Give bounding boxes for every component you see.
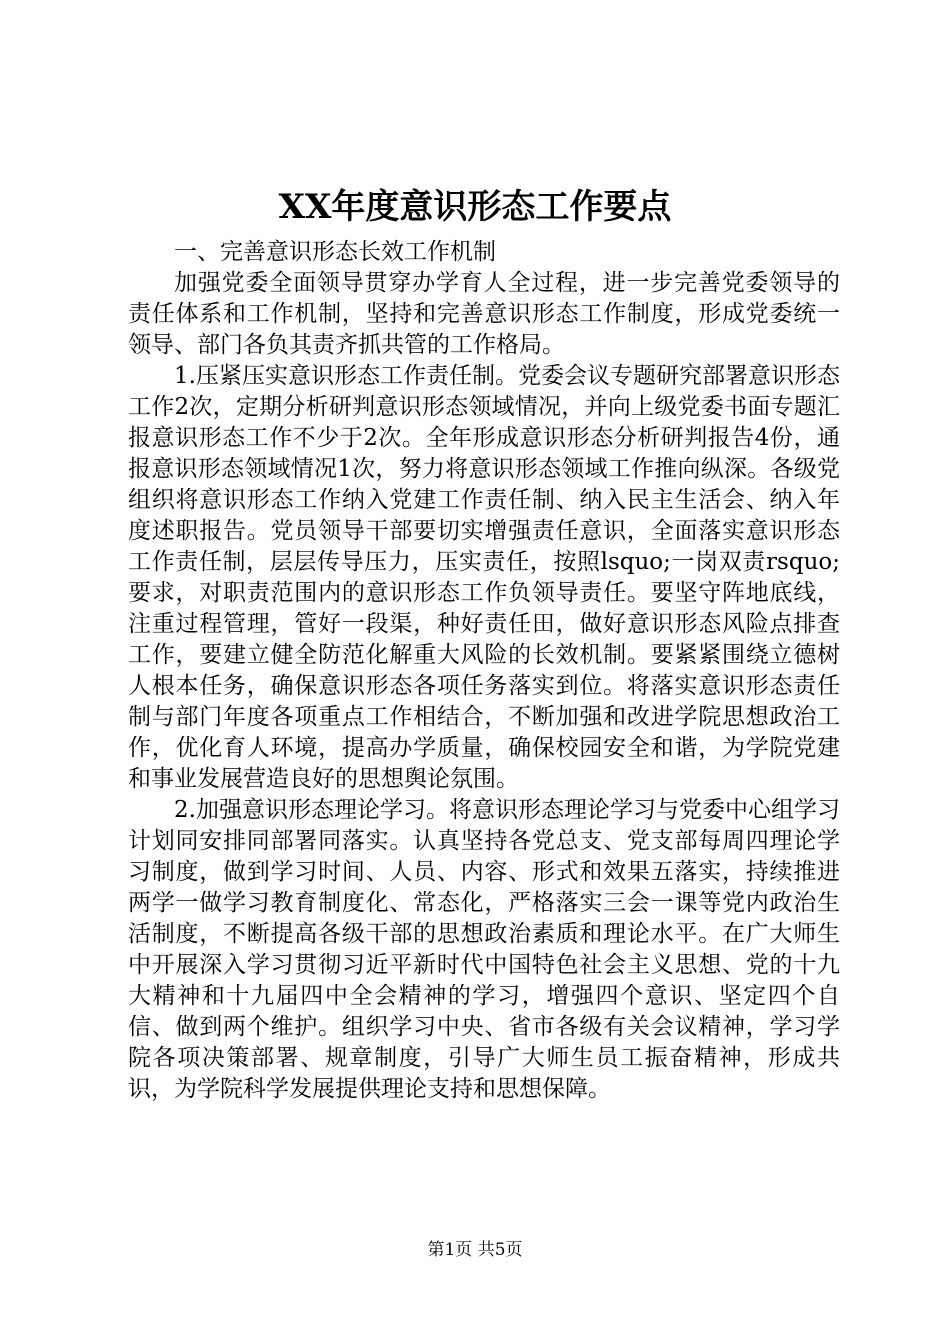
page-footer: 第1页 共5页 bbox=[427, 1240, 523, 1260]
paragraph-item-2: 2.加强意识形态理论学习。将意识形态理论学习与党委中心组学习计划同安排同部署同落实。认真坚持各党总支、党支部每周四理论学习制度，做到学习时间、人员、内容、形式和效果五落实，持续推进两学一做学习教育制度化、常态化，严格落实三会一课等党内政治生活制度，不断提高各级干部的思想政治素质和理论水平。在广大师生中开展深入学习贯彻习近平新时代中国特色社会主义思想、党的十九大精神和十九届四中全会精神的学习，增强四个意识、坚定四个自信、做到两个维护。组织学习中央、省市各级有关会议精神，学习学院各项决策部署、规章制度，引导广大师生员工振奋精神，形成共识，为学院科学发展提供理论支持和思想保障。 bbox=[128, 797, 840, 1102]
paragraph-intro: 加强党委全面领导贯穿办学育人全过程，进一步完善党委领导的责任体系和工作机制，坚持和完善意识形态工作制度，形成党委统一领导、部门各负其责齐抓共管的工作格局。 bbox=[128, 270, 840, 358]
paragraph-item-1: 1.压紧压实意识形态工作责任制。党委会议专题研究部署意识形态工作2次，定期分析研判意识形态领域情况，并向上级党委书面专题汇报意识形态工作不少于2次。全年形成意识形态分析研判报告4份，通报意识形态领域情况1次，努力将意识形态领域工作推向纵深。各级党组织将意识形态工作纳入党建工作责任制、纳入民主生活会、纳入年度述职报告。党员领导干部要切实增强责任意识，全面落实意识形态工作责任制，层层传导压力，压实责任，按照lsquo;一岗双责rsquo;要求，对职责范围内的意识形态工作负领导责任。要坚守阵地底线，注重过程管理，管好一段渠，种好责任田，做好意识形态风险点排查工作，要建立健全防范化解重大风险的长效机制。要紧紧围绕立德树人根本任务，确保意识形态各项任务落实到位。将落实意识形态责任制与部门年度各项重点工作相结合，不断加强和改进学院思想政治工作，优化育人环境，提高办学质量，确保校园安全和谐，为学院党建和事业发展营造良好的思想舆论氛围。 bbox=[128, 363, 840, 792]
document-body bbox=[128, 237, 840, 1105]
document-title: XX年度意识形态工作要点 bbox=[278, 187, 672, 227]
section-heading: 一、完善意识形态长效工作机制 bbox=[174, 239, 496, 265]
